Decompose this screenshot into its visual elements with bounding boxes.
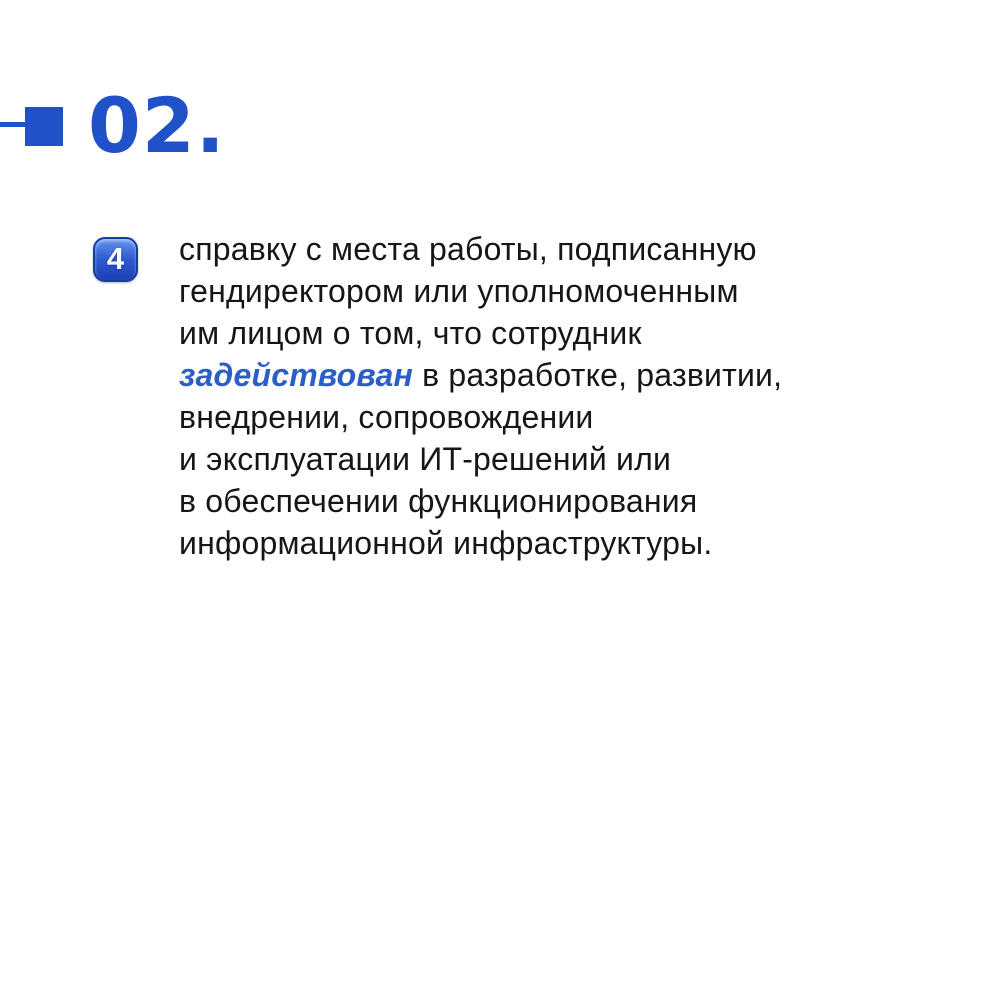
text-line-highlighted	[179, 354, 919, 396]
badge-digit: 4	[106, 241, 125, 276]
text-after-highlight: в разработке, развитии,	[413, 357, 783, 393]
highlight-word: задействован	[179, 357, 414, 393]
text-line: информационной инфраструктуры.	[179, 525, 713, 561]
text-line: и эксплуатации ИТ-решений или	[179, 441, 672, 477]
keycap-4-badge	[93, 237, 138, 282]
section-number: 02.	[88, 81, 226, 170]
text-line: им лицом о том, что сотрудник	[179, 315, 642, 351]
square-bullet-icon	[25, 107, 63, 146]
text-line: в обеспечении функционирования	[179, 483, 698, 519]
text-line: справку с места работы, подписанную	[179, 231, 757, 267]
text-line: гендиректором или уполномоченным	[179, 273, 739, 309]
text-line: внедрении, сопровождении	[179, 399, 594, 435]
item-text	[179, 228, 919, 564]
